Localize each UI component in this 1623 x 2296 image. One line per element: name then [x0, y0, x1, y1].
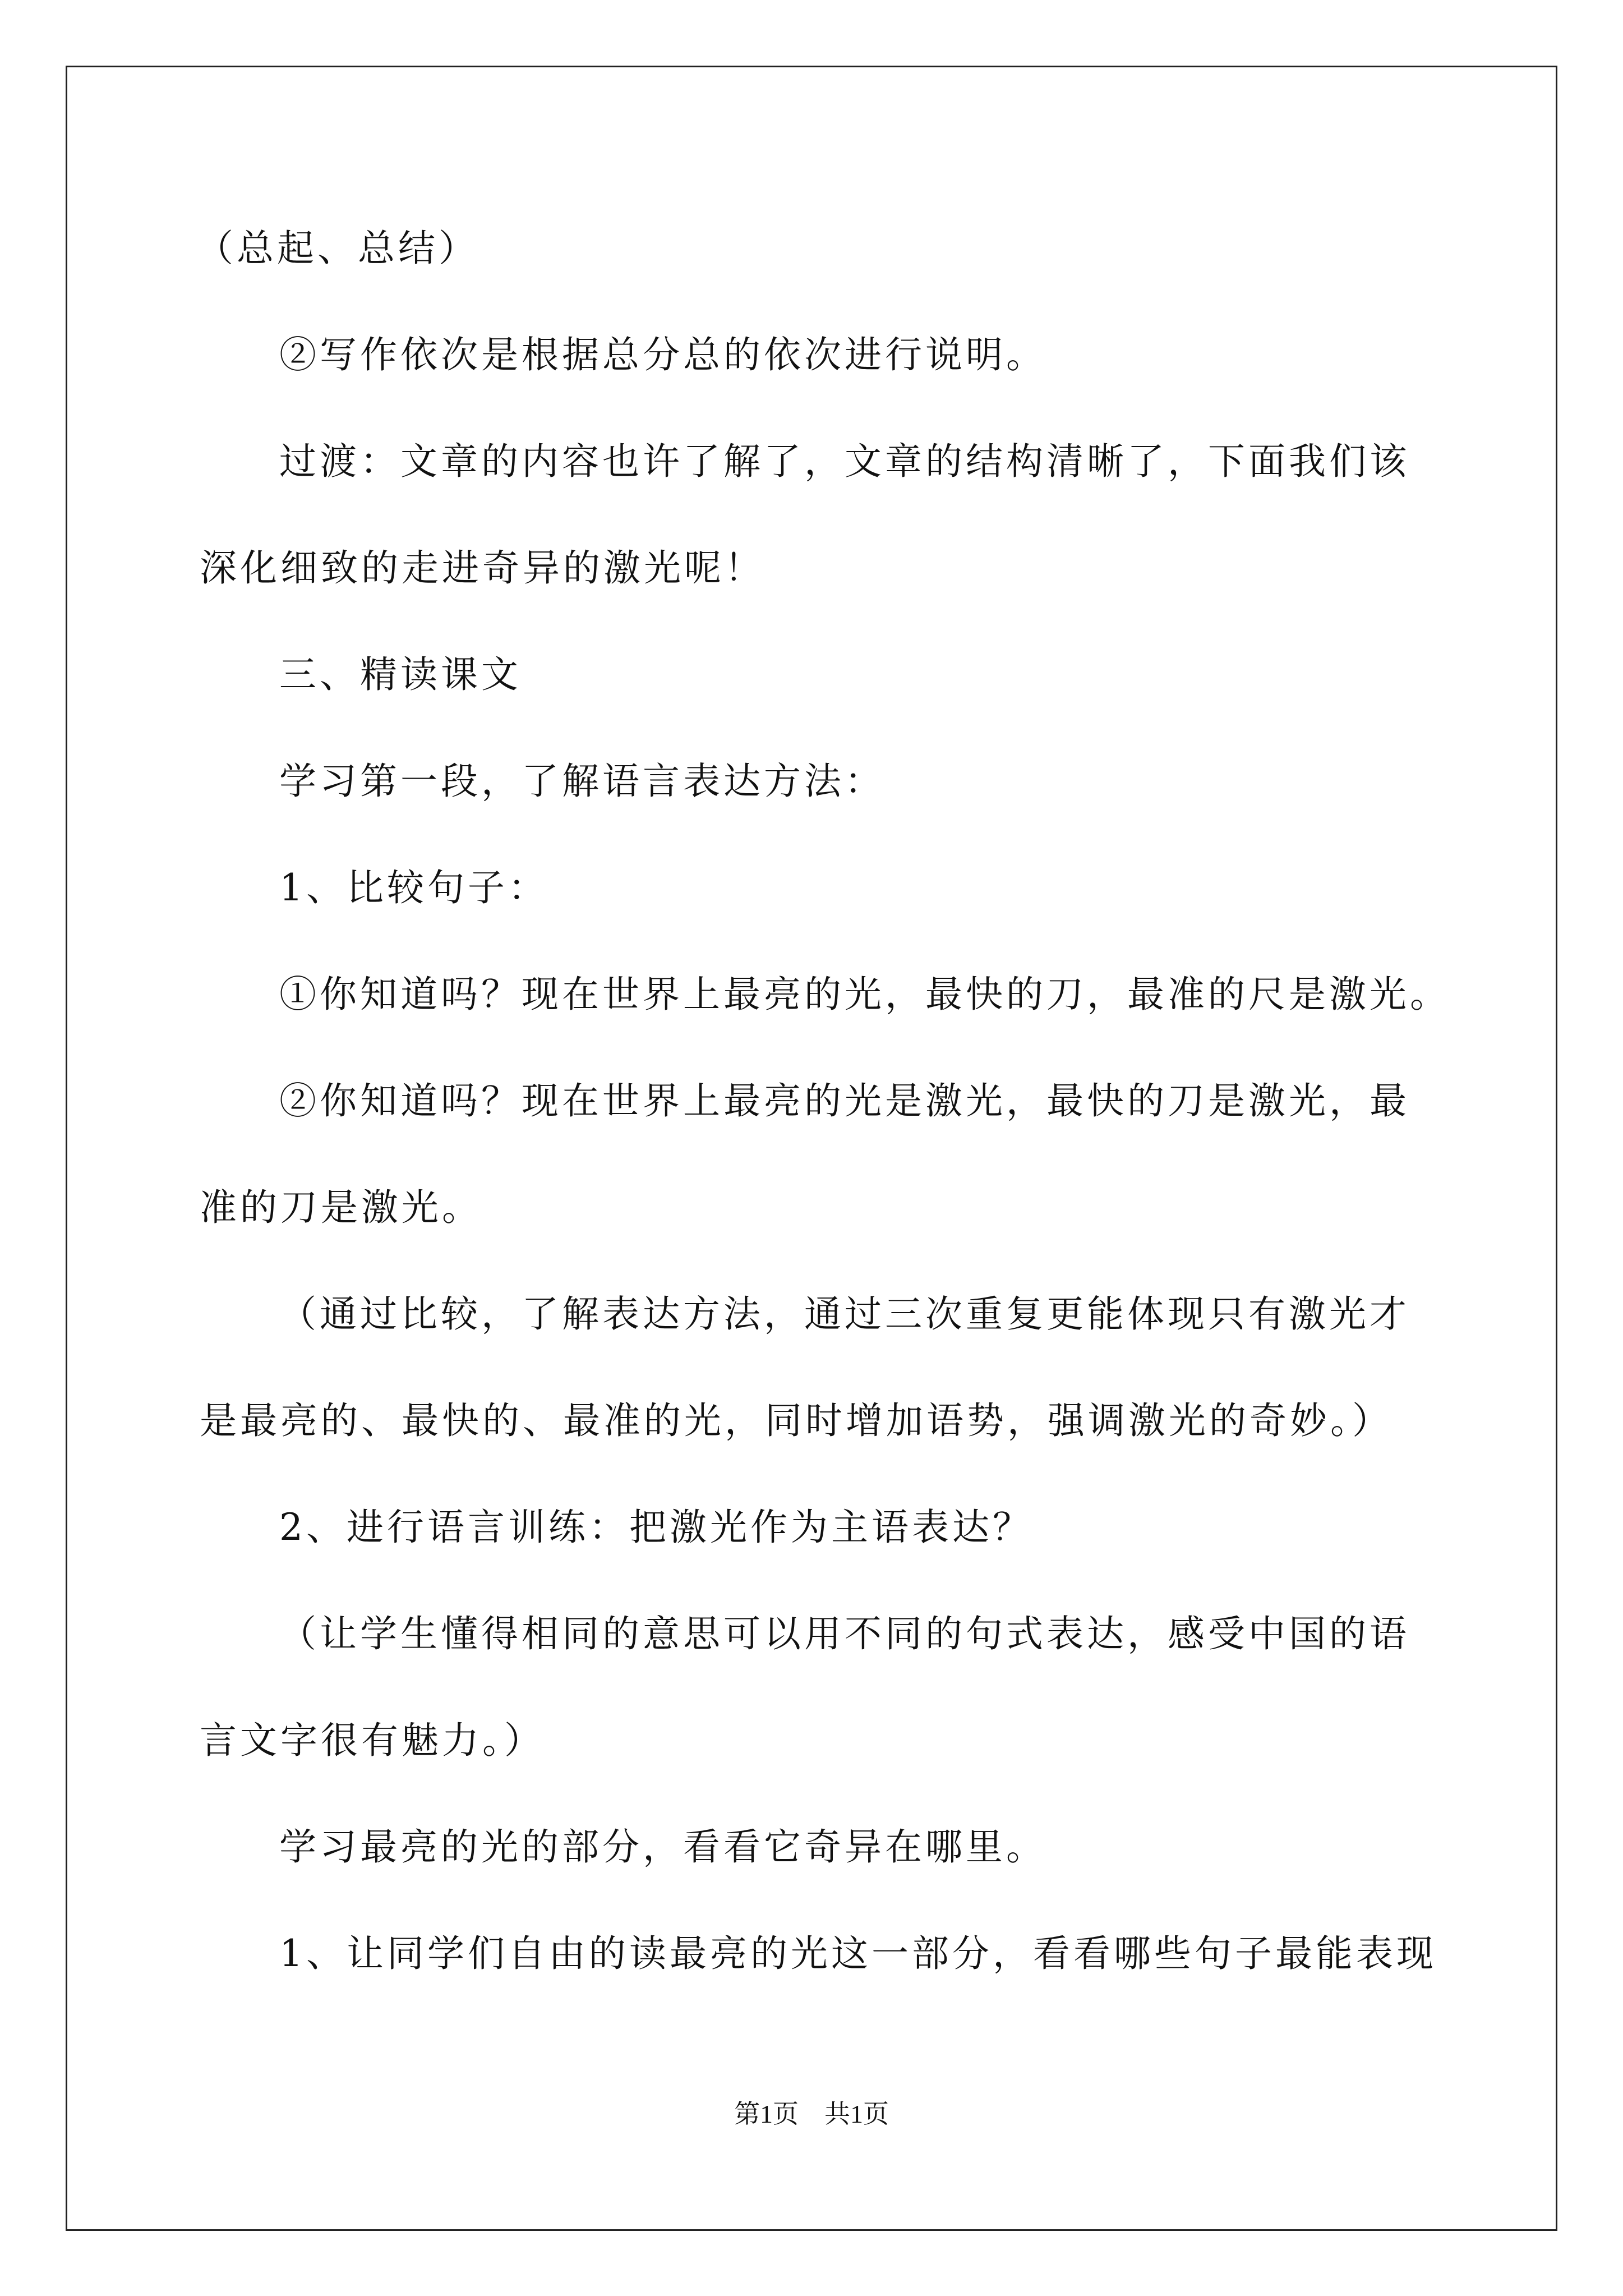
text-line-14: （让学生懂得相同的意思可以用不同的句式表达，感受中国的语	[279, 1612, 1410, 1655]
text-line-10: 准的刀是激光。	[200, 1186, 482, 1229]
text-line-8: ①你知道吗？现在世界上最亮的光，最快的刀，最准的尺是激光。	[279, 973, 1450, 1016]
text-line-1: （总起、总结）	[196, 227, 479, 270]
text-line-9: ②你知道吗？现在世界上最亮的光是激光，最快的刀是激光，最	[279, 1079, 1410, 1122]
text-line-2: ②写作依次是根据总分总的依次进行说明。	[279, 333, 1046, 376]
page-footer: 第1页 共1页	[734, 2100, 889, 2128]
text-line-7: 1、比较句子：	[279, 866, 548, 909]
text-line-4: 深化细致的走进奇异的激光呢！	[200, 546, 765, 590]
text-line-12: 是最亮的、最快的、最准的光，同时增加语势，强调激光的奇妙。）	[200, 1399, 1393, 1442]
text-line-3: 过渡：文章的内容也许了解了，文章的结构清晰了，下面我们该	[279, 440, 1410, 483]
text-line-11: （通过比较，了解表达方法，通过三次重复更能体现只有激光才	[279, 1292, 1410, 1336]
text-line-17: 1、让同学们自由的读最亮的光这一部分，看看哪些句子最能表现	[279, 1932, 1437, 1975]
text-line-13: 2、进行语言训练：把激光作为主语表达？	[279, 1506, 1033, 1549]
text-line-15: 言文字很有魅力。）	[200, 1719, 545, 1762]
text-line-16: 学习最亮的光的部分，看看它奇异在哪里。	[279, 1825, 1046, 1869]
text-line-5: 三、精读课文	[279, 653, 522, 696]
text-line-6: 学习第一段，了解语言表达方法：	[279, 760, 885, 803]
